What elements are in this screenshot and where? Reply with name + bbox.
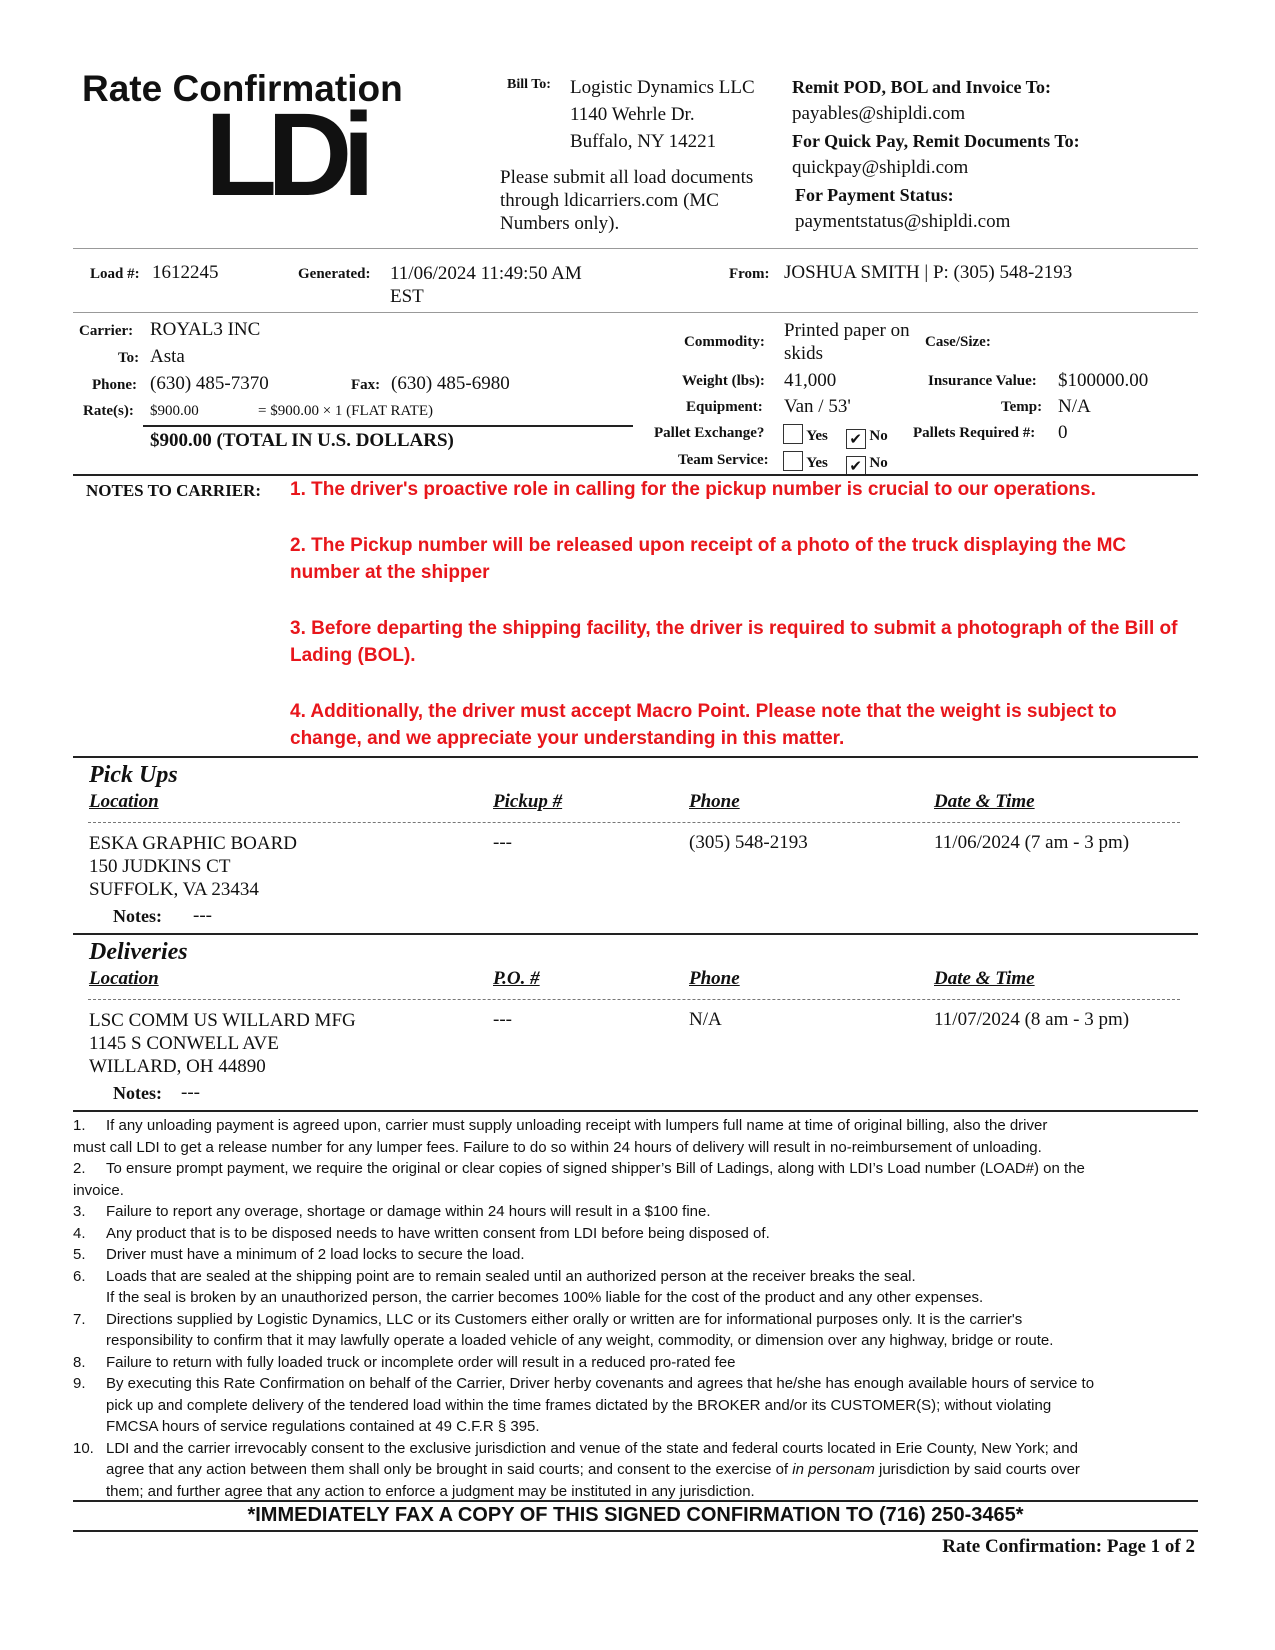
pallet-exchange-no-checkbox[interactable]: ✔ — [846, 429, 866, 449]
carrier-name: ROYAL3 INC — [150, 319, 261, 340]
fax-notice: *IMMEDIATELY FAX A COPY OF THIS SIGNED CONFIRMATION TO (716) 250-3465* — [247, 1504, 1024, 1526]
deliveries-col-datetime: Date & Time — [934, 968, 1035, 989]
from-contact: JOSHUA SMITH | P: (305) 548-2193 — [784, 262, 1073, 283]
term-2: 2. To ensure prompt payment, we require the original or clear copies of signed shipper’s Bill of Ladings, along with LDI’s Load number (LOAD#) on the — [73, 1160, 1085, 1177]
note-item-1: 1. The driver's proactive role in calling for the pickup number is crucial to our operations. — [290, 479, 1096, 500]
note-item-4: 4. Additionally, the driver must accept Macro Point. Please note that the weight is subject to change, and we appreciate your understanding in this matter. — [290, 701, 1117, 749]
pickup-notes: --- — [193, 905, 212, 926]
phone-label: Phone: — [92, 377, 137, 393]
delivery-phone: N/A — [689, 1009, 722, 1030]
equipment-label: Equipment: — [686, 399, 763, 415]
pickups-col-location: Location — [89, 791, 159, 812]
payment-status-label: For Payment Status: — [795, 185, 954, 205]
note-item-2: 2. The Pickup number will be released upon receipt of a photo of the truck displaying the MC number at the shipper — [290, 535, 1127, 583]
remit-email[interactable]: payables@shipldi.com — [792, 103, 966, 124]
term-6: 6. Loads that are sealed at the shipping point are to remain sealed until an authorized person at the receiver breaks the seal. — [73, 1267, 916, 1285]
to-name: Asta — [150, 346, 185, 367]
payment-status-email[interactable]: paymentstatus@shipldi.com — [795, 211, 1011, 232]
remit-label: Remit POD, BOL and Invoice To: — [792, 77, 1052, 97]
pickup-datetime: 11/06/2024 (7 am - 3 pm) — [934, 832, 1130, 853]
term-9: 9. By executing this Rate Confirmation on behalf of the Carrier, Driver herby covenants and agrees that he/she has enough available hours of service to — [73, 1375, 1095, 1392]
deliveries-col-location: Location — [89, 968, 159, 989]
term-4: 4. Any product that is to be disposed needs to have written consent from LDI before being disposed of. — [73, 1224, 770, 1242]
insurance-value: $100000.00 — [1058, 370, 1149, 391]
generated-label: Generated: — [298, 266, 371, 282]
term-6-cont: If the seal is broken by an unauthorized person, the carrier becomes 100% liable for the cost of the product and any other expenses. — [106, 1289, 984, 1306]
carrier-fax: (630) 485-6980 — [391, 373, 510, 394]
term-9-cont-2: FMCSA hours of service regulations contained at 49 C.F.R § 395. — [106, 1418, 540, 1435]
pallets-required: 0 — [1058, 422, 1068, 443]
pickups-col-number: Pickup # — [493, 791, 563, 812]
term-10-cont-2: them; and further agree that any action to enforce a judgment may be instituted in any jurisdiction. — [106, 1482, 755, 1500]
rates-label: Rate(s): — [83, 403, 134, 419]
term-3: 3. Failure to report any overage, shortage or damage within 24 hours will result in a $100 fine. — [73, 1203, 711, 1220]
team-service-yes-checkbox[interactable] — [783, 451, 803, 471]
term-8: 8. Failure to return with fully loaded truck or incomplete order will result in a reduced pro-rated fee — [73, 1353, 736, 1371]
pickup-location: ESKA GRAPHIC BOARD 150 JUDKINS CT SUFFOLK, VA 23434 — [89, 833, 297, 900]
term-1-cont: must call LDI to get a release number for any lumper fees. Failure to do so within 24 hours of delivery will result in no-reimbursement of unloading. — [73, 1138, 1042, 1156]
team-service-label: Team Service: — [678, 452, 769, 468]
term-7-cont: responsibility to confirm that it may lawfully operate a loaded vehicle of any weight, commodity, or dimension over any highway, bridge or route. — [106, 1332, 1054, 1349]
to-label: To: — [118, 350, 140, 366]
term-5: 5. Driver must have a minimum of 2 load locks to secure the load. — [73, 1246, 525, 1263]
pickup-phone: (305) 548-2193 — [689, 832, 808, 853]
pallets-required-label: Pallets Required #: — [913, 425, 1036, 441]
insurance-label: Insurance Value: — [928, 373, 1037, 389]
pallet-exchange-options: Yes ✔ No — [783, 424, 888, 449]
deliveries-col-number: P.O. # — [493, 968, 540, 989]
bill-to-address: Logistic Dynamics LLC 1140 Wehrle Dr. Buffalo, NY 14221 — [570, 77, 755, 152]
page-indicator: Rate Confirmation: Page 1 of 2 — [942, 1536, 1195, 1557]
temp: N/A — [1058, 396, 1091, 417]
delivery-datetime: 11/07/2024 (8 am - 3 pm) — [934, 1009, 1130, 1030]
from-label: From: — [729, 266, 770, 282]
term-1: 1. If any unloading payment is agreed upon, carrier must supply unloading receipt with lumpers full name at time of original billing, also the driver — [73, 1117, 1048, 1134]
load-number-label: Load #: — [90, 266, 140, 282]
team-service-options: Yes ✔ No — [783, 451, 888, 476]
pickups-title: Pick Ups — [89, 762, 178, 788]
generated-datetime: 11/06/2024 11:49:50 AM EST — [390, 263, 582, 307]
rate-value: $900.00 — [150, 403, 199, 419]
quickpay-email[interactable]: quickpay@shipldi.com — [792, 157, 969, 178]
delivery-po-number: --- — [493, 1009, 512, 1030]
term-2-cont: invoice. — [73, 1181, 124, 1199]
delivery-location: LSC COMM US WILLARD MFG 1145 S CONWELL AVE WILLARD, OH 44890 — [89, 1010, 356, 1077]
quickpay-label: For Quick Pay, Remit Documents To: — [792, 131, 1080, 151]
page-title: Rate Confirmation — [82, 68, 403, 109]
terms-list — [73, 1115, 1203, 1502]
carrier-phone: (630) 485-7370 — [150, 373, 269, 394]
case-size-label: Case/Size: — [925, 334, 991, 350]
pallet-exchange-yes-checkbox[interactable] — [783, 424, 803, 444]
pickup-notes-label: Notes: — [113, 906, 162, 926]
commodity-label: Commodity: — [684, 334, 765, 350]
temp-label: Temp: — [1001, 399, 1043, 415]
pallet-exchange-label: Pallet Exchange? — [654, 425, 765, 441]
load-number: 1612245 — [152, 262, 219, 283]
delivery-notes-label: Notes: — [113, 1083, 162, 1103]
carrier-label: Carrier: — [79, 323, 134, 339]
weight-label: Weight (lbs): — [682, 373, 765, 389]
pickups-col-phone: Phone — [689, 791, 740, 812]
equipment: Van / 53' — [784, 396, 851, 417]
ldi-logo: LDi — [205, 89, 366, 221]
rate-formula: = $900.00 × 1 (FLAT RATE) — [258, 403, 433, 419]
term-10: 10. LDI and the carrier irrevocably consent to the exclusive jurisdiction and venue of the state and federal courts located in Erie County, New York; and — [73, 1439, 1078, 1457]
team-service-no-checkbox[interactable]: ✔ — [846, 456, 866, 476]
term-10-cont: agree that any action between them shall only be brought in said courts; and consent to the exercise of in personam jurisdiction by said courts over — [106, 1461, 1080, 1478]
fax-label: Fax: — [351, 377, 381, 393]
deliveries-col-phone: Phone — [689, 968, 740, 989]
total-amount: $900.00 (TOTAL IN U.S. DOLLARS) — [150, 430, 454, 451]
delivery-notes: --- — [181, 1082, 200, 1103]
weight: 41,000 — [784, 370, 837, 391]
submit-note: Please submit all load documents through ldicarriers.com (MC Numbers only). — [500, 167, 754, 234]
bill-to-label: Bill To: — [507, 77, 551, 92]
note-item-3: 3. Before departing the shipping facility, the driver is required to submit a photograph of the Bill of Lading (BOL). — [290, 618, 1178, 666]
term-7: 7. Directions supplied by Logistic Dynamics, LLC or its Customers either orally or written are for informational purposes only. It is the carrier's — [73, 1310, 1023, 1328]
pickup-number: --- — [493, 832, 512, 853]
notes-label: NOTES TO CARRIER: — [86, 481, 262, 500]
pickups-col-datetime: Date & Time — [934, 791, 1035, 812]
commodity: Printed paper on skids — [784, 320, 910, 364]
deliveries-title: Deliveries — [89, 939, 188, 965]
term-9-cont: pick up and complete delivery of the tendered load within the time frames dictated by the BROKER and/or its CUSTOMER(S); without violating — [106, 1396, 1052, 1414]
